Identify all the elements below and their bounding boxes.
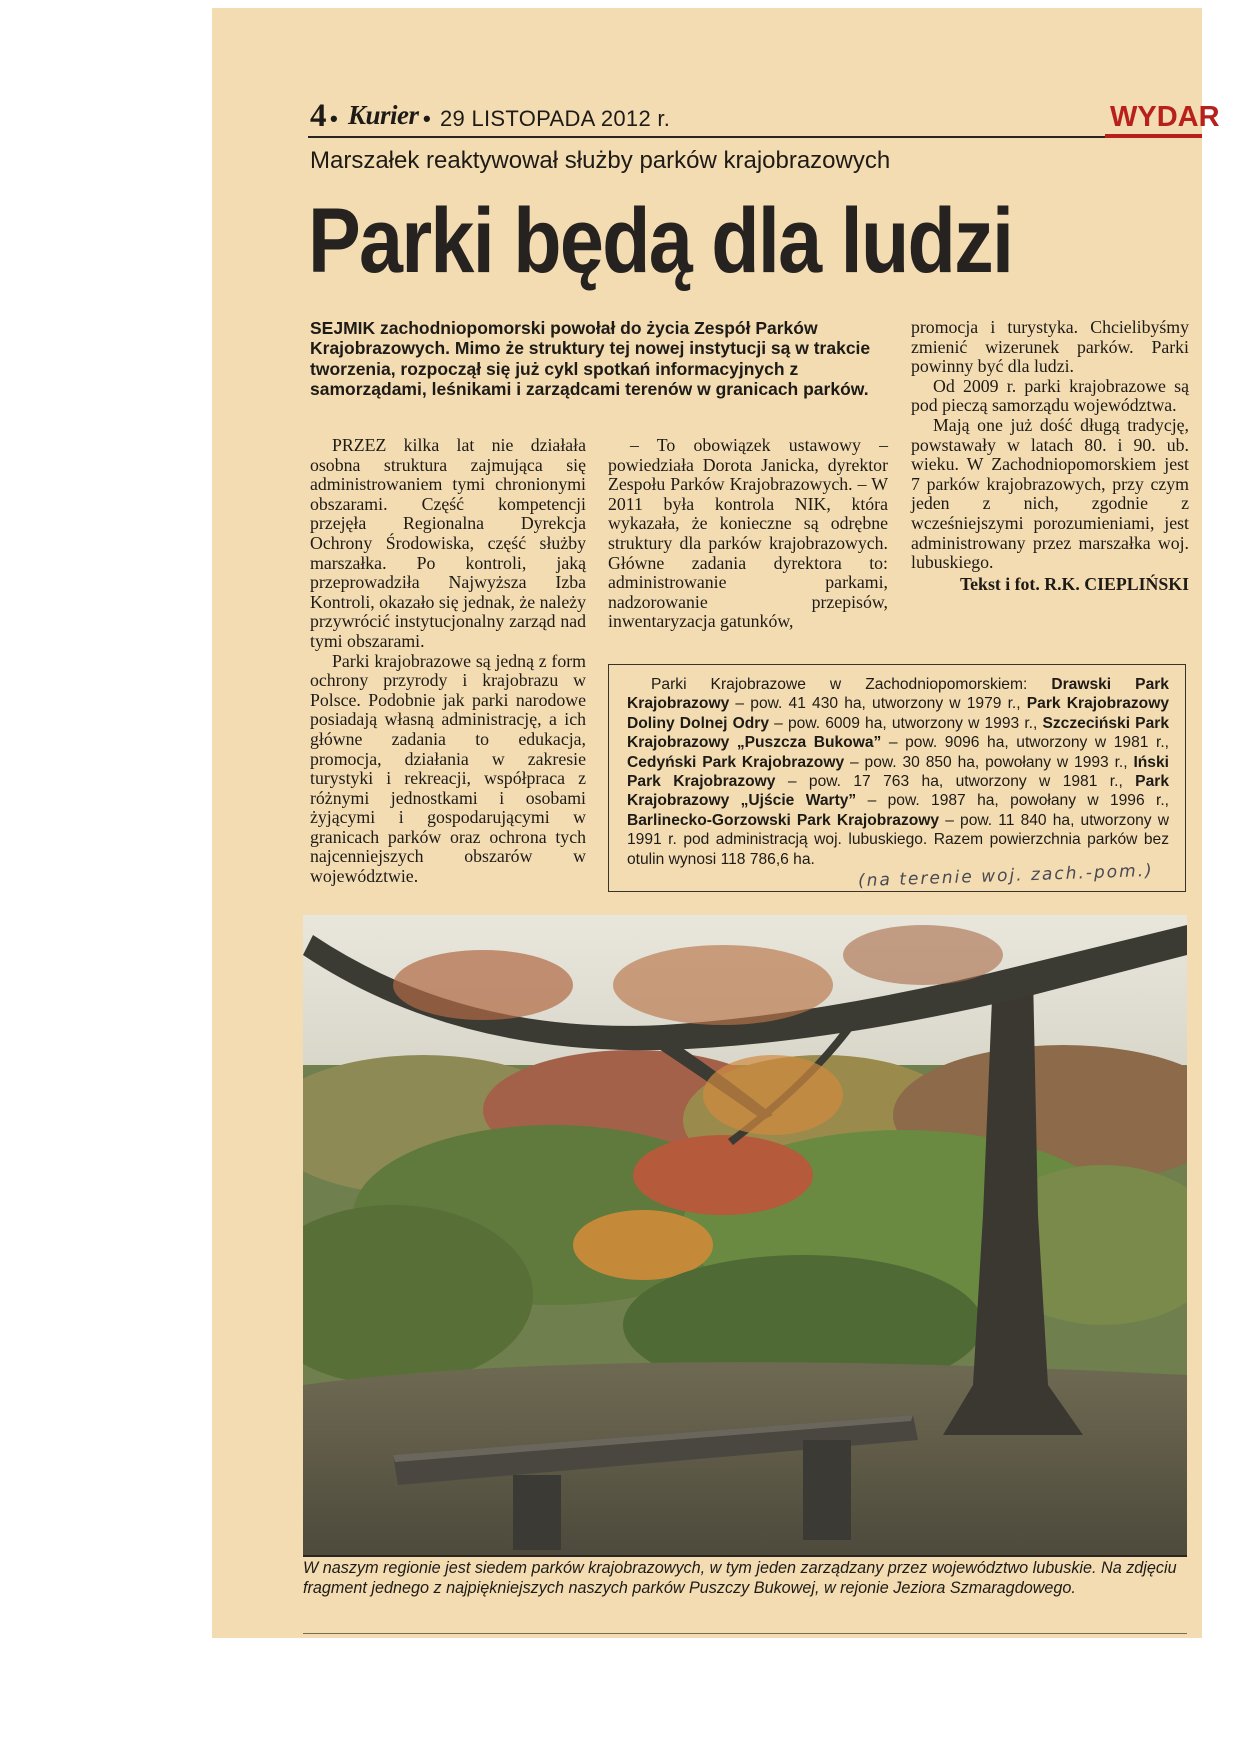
park-detail: – pow. 17 763 ha, utworzony w 1981 r., <box>775 773 1136 791</box>
park-detail: – pow. 1987 ha, powołany w 1996 r., <box>856 792 1169 810</box>
parks-infobox <box>608 664 1186 892</box>
paragraph: PRZEZ kilka lat nie działała osobna struktura zajmująca się administrowaniem tymi chronionymi obszarami. Część kompetencji przejęła Regionalna Dyrekcja Ochrony Środowiska, część służby marszałka. Po kontroli, jaką przeprowadziła Najwyższa Izba Kontroli, okazało się jednak, że należy przywrócić instytucjonalny zarząd nad tymi obszarami. <box>310 435 586 651</box>
byline: Tekst i fot. R.K. CIEPLIŃSKI <box>959 573 1189 594</box>
issue-date: 29 LISTOPADA 2012 r. <box>440 106 671 131</box>
section-rule <box>1105 134 1202 138</box>
park-detail: – pow. 30 850 ha, powołany w 1993 r., <box>844 753 1134 771</box>
park-name: Drawski Park Krajobrazowy <box>627 676 1169 713</box>
header-rule <box>308 136 1202 138</box>
article-column-1 <box>310 436 586 887</box>
park-detail: – pow. 11 840 ha, utworzony w 1991 r. pod administracją woj. lubuskiego. <box>627 811 1169 849</box>
paragraph: – To obowiązek ustawowy – powiedziała Dorota Janicka, dyrektor Zespołu Parków Krajobrazowych. – W 2011 była kontrola NIK, która wykazała, że konieczne są odrębne struktury dla parków krajobrazowych. Główne zadania dyrektora to: administrowanie parkami, nadzorowanie przepisów, inwentaryzacja gatunków, <box>608 435 888 632</box>
bottom-rule <box>303 1633 1187 1634</box>
photo-caption: W naszym regionie jest siedem parków krajobrazowych, w tym jeden zarządzany przez województwo lubuskie. Na zdjęciu fragment jednego z najpiękniejszych naszych parków Puszczy Bukowej, w rejonie Jeziora Szmaragdowego. <box>303 1559 1177 1597</box>
landscape-photo <box>303 915 1187 1555</box>
infobox-total: Razem powierzchnia parków bez otulin wynosi 118 786,6 ha. <box>627 831 1170 868</box>
handwritten-note: (na terenie woj. zach.-pom.) <box>857 860 1155 892</box>
park-detail: – pow. 9096 ha, utworzony w 1981 r., <box>881 734 1169 752</box>
infobox-intro: Parki Krajobrazowe w Zachodniopomorskiem: <box>651 676 1052 693</box>
park-name: Park Krajobrazowy Doliny Dolnej Odry <box>627 695 1169 732</box>
paragraph: Parki krajobrazowe są jedną z form ochrony przyrody i krajobrazu w Polsce. Podobnie jak parki narodowe posiadają własną administrację, a ich główne zadania to edukacja, promocja, działania w zakresie turystyki i rekreacji, współpraca z różnymi jednostkami i osobami żyjącymi i gospodarującymi w granicach parków oraz ochrona tych najcenniejszych obszarów w województwie. <box>310 650 586 887</box>
article-lead: SEJMIK zachodniopomorski powołał do życia Zespół Parków Krajobrazowych. Mimo że struktury tej nowej instytucji są w trakcie tworzenia, rozpoczął się już cykl spotkań informacyjnych z samorządami, leśnikami i zarządcami terenów w granicach parków. <box>310 318 871 399</box>
park-name: Park Krajobrazowy „Ujście Warty” <box>627 773 1169 810</box>
newspaper-brand: Kurier <box>348 100 419 130</box>
paragraph: Od 2009 r. parki krajobrazowe są pod pieczą samorządu województwa. <box>911 375 1189 416</box>
page-number: 4 <box>310 98 327 134</box>
headline: Parki będą dla ludzi <box>308 190 1013 292</box>
section-label: WYDAR <box>1110 101 1220 133</box>
park-detail: – pow. 6009 ha, utworzony w 1993 r., <box>769 714 1043 732</box>
park-name: Iński Park Krajobrazowy <box>627 753 1169 791</box>
park-detail: – pow. 41 430 ha, utworzony w 1979 r., <box>729 695 1027 713</box>
header-separator: • <box>330 106 338 131</box>
article-column-2 <box>608 436 888 632</box>
kicker: Marszałek reaktywował służby parków krajobrazowych <box>310 147 891 174</box>
header-separator: • <box>423 106 431 131</box>
park-name: Szczeciński Park Krajobrazowy „Puszcza Bukowa” <box>627 714 1169 752</box>
paragraph: promocja i turystyka. Chcielibyśmy zmienić wizerunek parków. Parki powinny być dla ludzi. <box>911 317 1189 377</box>
forest-bench-illustration <box>303 915 1187 1555</box>
park-name: Barlinecko-Gorzowski Park Krajobrazowy <box>627 811 940 829</box>
photo-rule <box>303 1555 1187 1557</box>
article-column-3 <box>911 318 1189 594</box>
park-name: Cedyński Park Krajobrazowy <box>627 753 845 771</box>
paragraph: Mają one już dość długą tradycję, powstawały w latach 80. i 90. ub. wieku. W Zachodniopomorskiem jest 7 parków krajobrazowych, przy czym jeden z nich, zgodnie z wcześniejszymi porozumieniami, jest administrowany przez marszałka woj. lubuskiego. <box>911 414 1189 573</box>
